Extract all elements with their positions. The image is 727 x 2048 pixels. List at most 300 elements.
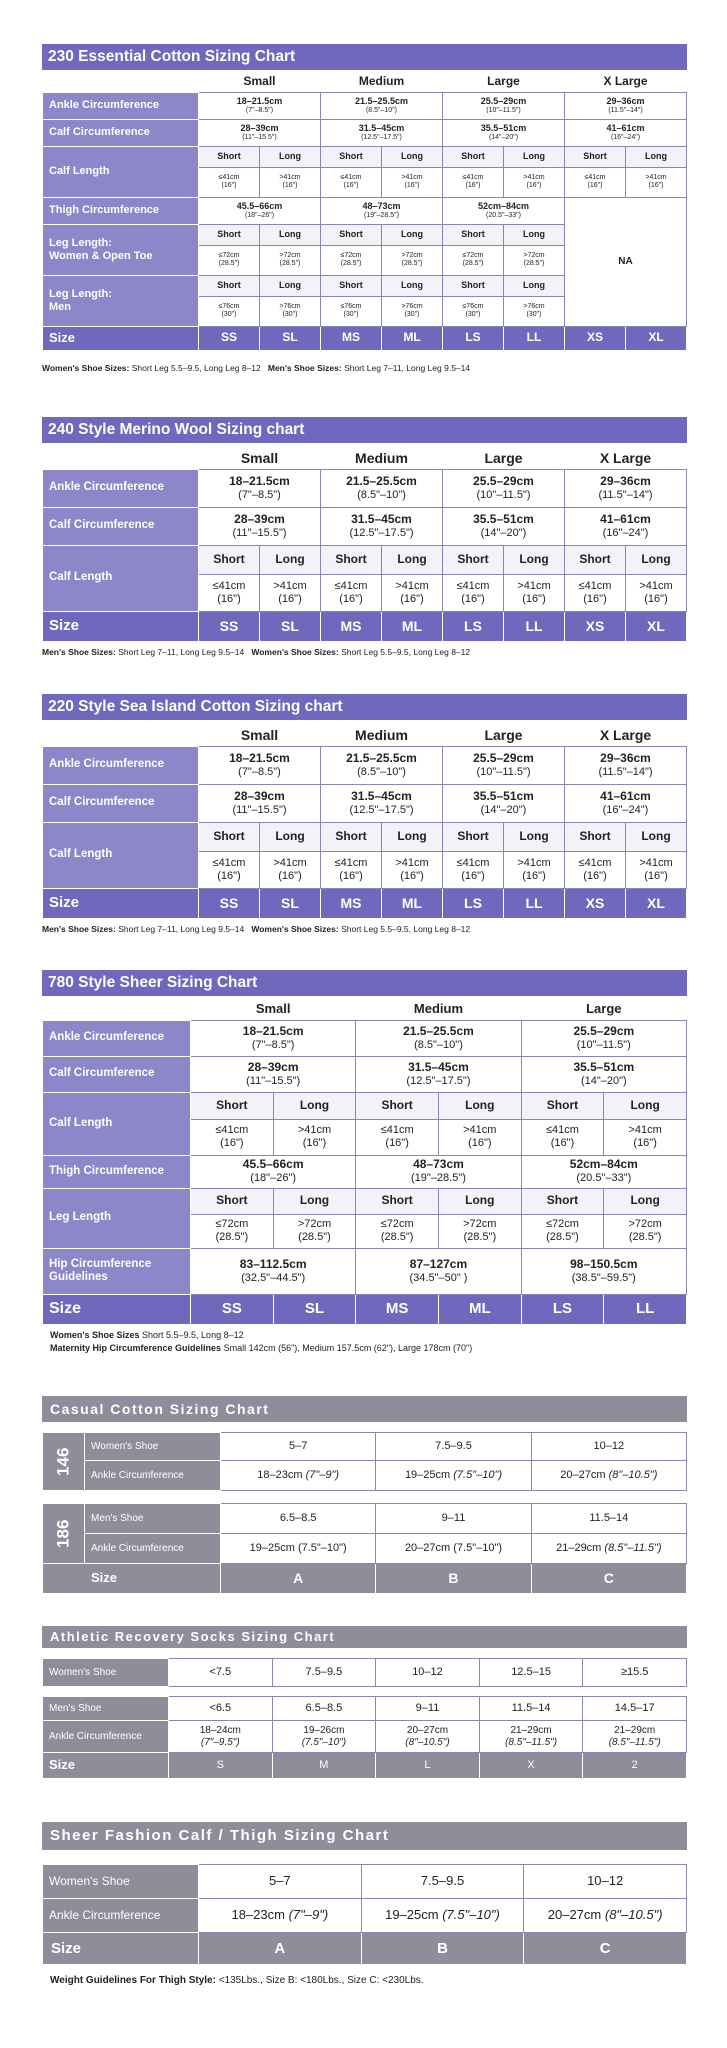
cell-text: ≤72cm: [380, 1218, 414, 1231]
cell-text: 19–25cm: [404, 1469, 451, 1482]
cell-text: 19–26cm: [303, 1725, 345, 1736]
cell-text: 20–27cm: [560, 1469, 606, 1482]
row-label: Calf Circumference: [43, 119, 199, 146]
size-code: MS: [321, 326, 382, 350]
table-cell: [321, 167, 382, 197]
table-cell: [191, 1020, 356, 1056]
table-cell: [531, 1534, 686, 1564]
cell-text: 45.5–66cm: [242, 1157, 304, 1172]
cell-text: 20–27cm: [404, 1542, 451, 1555]
cell-text: 35.5–51cm: [573, 1059, 635, 1074]
cell-text: (8.5"–10"): [357, 765, 406, 778]
cell-text: 35.5–51cm: [473, 511, 534, 526]
group-header: Medium: [358, 73, 405, 88]
cell-text: ≤41cm: [456, 579, 490, 592]
table-cell: [273, 1119, 356, 1155]
cell-text: (16"): [400, 869, 424, 882]
chart-230-table: [42, 72, 687, 351]
cell-text: Short Leg 5.5–9.5, Long Leg 8–12: [341, 646, 471, 657]
size-code: X: [479, 1753, 583, 1779]
table-cell: [521, 1155, 686, 1188]
cell-text: (14"–20"): [480, 803, 527, 816]
cell-text: 35.5–51cm: [473, 788, 534, 803]
cell-text: ≤41cm: [545, 1124, 579, 1137]
cell-text: (28.5"): [401, 260, 423, 267]
table-cell: [356, 1119, 439, 1155]
size-code: C: [524, 1933, 687, 1965]
chart-780: [42, 970, 687, 1353]
cell-text: Small 142cm (56"), Medium 157.5cm (62"), Large 178cm (70"): [223, 1342, 473, 1353]
chart-240: [42, 417, 687, 657]
cell-text: (16"): [468, 1137, 492, 1149]
chart-780-note2: [42, 1343, 687, 1353]
table-cell: [273, 1214, 356, 1248]
table-cell: [260, 296, 321, 326]
table-cell: Short: [199, 822, 260, 851]
table-cell: Short: [321, 822, 382, 851]
cell-text: 87–127cm: [409, 1256, 468, 1271]
cell-text: (16"): [644, 869, 668, 882]
table-cell: [604, 1119, 687, 1155]
sheer-table: [42, 1864, 687, 1965]
cell-text: ≤76cm: [340, 302, 362, 310]
cell-text: 35.5–51cm: [480, 123, 527, 134]
table-cell: [521, 1056, 686, 1092]
size-code: A: [221, 1564, 376, 1594]
table-cell: Women's Shoe: [43, 1659, 169, 1687]
cell-text: (8.5"–11.5"): [505, 1736, 558, 1748]
cell-text: Hip Circumference: [49, 1257, 152, 1270]
table-cell: Long: [438, 1092, 521, 1119]
table-cell: [443, 296, 504, 326]
table-cell: [321, 574, 382, 611]
size-code: C: [531, 1564, 686, 1594]
table-cell: [356, 1056, 521, 1092]
cell-text: (16"): [278, 869, 302, 882]
size-code: SL: [273, 1294, 356, 1324]
table-cell: 7.5–9.5: [272, 1659, 376, 1687]
size-code: LL: [604, 1294, 687, 1324]
cell-text: (10"–11.5"): [486, 106, 521, 114]
table-cell: 6.5–8.5: [221, 1504, 376, 1534]
cell-text: ≤76cm: [218, 302, 240, 310]
table-cell: [382, 296, 443, 326]
sheer-note: [42, 1975, 687, 1986]
cell-text: 25.5–29cm: [573, 1023, 635, 1038]
cell-text: >76cm: [401, 302, 423, 310]
cell-text: >41cm: [273, 579, 307, 592]
cell-text: 83–112.5cm: [239, 1256, 307, 1271]
cell-text: >41cm: [297, 1124, 332, 1137]
table-cell: 10–12: [376, 1659, 480, 1687]
table-cell: [524, 1899, 687, 1933]
cell-text: 41–61cm: [606, 123, 645, 134]
cell-text: (7.5"–10"): [453, 1469, 503, 1482]
cell-text: (12.5"–17.5"): [406, 1074, 471, 1087]
cell-text: (16"): [400, 592, 424, 605]
cell: [199, 92, 321, 119]
cell-text: >72cm: [463, 1218, 497, 1231]
table-cell: [321, 851, 382, 888]
size-code: LL: [504, 888, 565, 918]
table-cell: Short: [443, 545, 504, 574]
cell-text: (7"–9"): [305, 1469, 340, 1482]
table-cell: 5–7: [199, 1865, 362, 1899]
cell-text: (7"–9.5"): [200, 1736, 240, 1748]
cell-text: (7"–8.5"): [245, 106, 274, 114]
table-cell: [443, 197, 565, 224]
table-cell: [382, 245, 443, 275]
table-cell: Short: [565, 146, 626, 167]
table-cell: [382, 167, 443, 197]
table-cell: 10–12: [531, 1433, 686, 1461]
table-cell: [321, 197, 443, 224]
chart-780-table: [42, 999, 687, 1325]
cell-text: (16"): [343, 182, 359, 189]
cell-text: (10"–11.5"): [476, 488, 531, 501]
cell-text: >72cm: [279, 251, 301, 259]
cell-text: ≤72cm: [462, 251, 484, 259]
group-header: Large: [487, 73, 520, 88]
cell-text: (30"): [404, 311, 420, 318]
size-code: 2: [583, 1753, 687, 1779]
cell-text: Women's Shoe Sizes:: [42, 362, 130, 373]
table-cell: [260, 574, 321, 611]
casual-146-table: [42, 1432, 687, 1491]
cell-text: 25.5–29cm: [473, 750, 534, 765]
table-cell: Long: [604, 1188, 687, 1214]
cell-text: ≤41cm: [578, 579, 612, 592]
cell-text: ≤41cm: [212, 579, 246, 592]
cell-text: (30"): [465, 311, 481, 318]
table-cell: [376, 1721, 480, 1753]
cell-text: 28–39cm: [234, 511, 285, 526]
cell-text: >41cm: [401, 173, 423, 181]
cell-text: Women's Shoe Sizes:: [251, 646, 339, 657]
table-cell: [321, 746, 443, 784]
cell-text: (12.5"–17.5"): [349, 526, 414, 539]
table-cell: [199, 507, 321, 545]
size-label: Size: [43, 326, 199, 350]
cell-text: (16"): [385, 1137, 409, 1149]
group-header: Small: [240, 449, 279, 466]
cell-text: ≤41cm: [584, 173, 606, 181]
table-cell: [356, 1020, 521, 1056]
cell-text: (16"): [339, 592, 363, 605]
table-cell: [504, 296, 565, 326]
table-cell: [221, 1534, 376, 1564]
size-code: LS: [443, 326, 504, 350]
table-cell: Short: [321, 146, 382, 167]
table-cell: 5–7: [221, 1433, 376, 1461]
table-cell: Long: [260, 224, 321, 245]
size-code: MS: [321, 611, 382, 641]
table-cell: [504, 851, 565, 888]
cell-text: 25.5–29cm: [480, 96, 527, 107]
row-label: Calf Circumference: [43, 1056, 191, 1092]
cell-text: >41cm: [273, 856, 307, 869]
size-code: L: [376, 1753, 480, 1779]
cell-text: (19"–28.5"): [364, 211, 399, 219]
table-cell: [221, 1461, 376, 1491]
table-cell: 6.5–8.5: [272, 1697, 376, 1721]
group-header: Small: [243, 73, 276, 88]
table-cell: [583, 1721, 687, 1753]
cell-text: 25.5–29cm: [473, 473, 534, 488]
chart-780-note: [42, 1330, 687, 1340]
cell-text: (16"): [526, 182, 542, 189]
table-cell: [199, 1899, 362, 1933]
size-code: SS: [199, 611, 260, 641]
cell-text: 18–21.5cm: [242, 1023, 304, 1038]
cell-text: Weight Guidelines For Thigh Style:: [50, 1975, 216, 1986]
cell-text: Leg Length:: [49, 287, 112, 300]
cell-text: Guidelines: [49, 1271, 108, 1283]
cell-text: >41cm: [628, 1124, 662, 1137]
table-cell: Long: [504, 545, 565, 574]
cell-text: Short Leg 7–11, Long Leg 9.5–14: [118, 923, 245, 934]
cell-text: (28.5"): [523, 260, 545, 267]
cell-text: Short Leg 7–11, Long Leg 9.5–14: [344, 362, 471, 373]
row-label: Ankle Circumference: [43, 1020, 191, 1056]
chart-230-note: [42, 363, 687, 373]
cell-text: >72cm: [297, 1218, 332, 1231]
cell-text: >41cm: [517, 579, 551, 592]
size-code: SL: [260, 888, 321, 918]
size-code: ML: [382, 611, 443, 641]
table-cell: [191, 1214, 274, 1248]
chart-240-table: [42, 447, 687, 642]
table-cell: Long: [260, 146, 321, 167]
cell-text: (16"): [404, 182, 420, 189]
row-label: Calf Length: [43, 1092, 191, 1155]
cell-text: >41cm: [463, 1124, 497, 1137]
table-cell: Short: [199, 275, 260, 296]
size-code: S: [169, 1753, 273, 1779]
table-cell: [443, 469, 565, 507]
row-label: [43, 224, 199, 275]
table-cell: Ankle Circumference: [85, 1534, 221, 1564]
cell-text: (34.5"–50" ): [409, 1271, 468, 1284]
size-code: ML: [438, 1294, 521, 1324]
table-cell: ≥15.5: [583, 1659, 687, 1687]
table-cell: Short: [443, 822, 504, 851]
cell-text: ≤41cm: [340, 173, 362, 181]
cell-text: 31.5–45cm: [351, 788, 412, 803]
chart-athletic: [42, 1626, 687, 1779]
table-cell: Long: [504, 224, 565, 245]
table-cell: [43, 999, 191, 1020]
table-cell: [521, 1119, 604, 1155]
cell-text: 48–73cm: [413, 1157, 464, 1172]
cell-text: (7.5"–10"): [453, 1542, 503, 1555]
table-cell: Short: [443, 224, 504, 245]
table-cell: [626, 167, 687, 197]
table-cell: [356, 1214, 439, 1248]
size-code: XL: [626, 888, 687, 918]
table-cell: Short: [321, 545, 382, 574]
casual-186-table: [42, 1503, 687, 1594]
table-cell: Short: [521, 1188, 604, 1214]
cell-text: 41–61cm: [600, 788, 651, 803]
cell-text: (28.5"): [462, 260, 484, 267]
table-cell: [199, 784, 321, 822]
group-header: Small: [240, 726, 279, 743]
table-cell: [504, 574, 565, 611]
table-cell: [199, 245, 260, 275]
cell-text: (11"–15.5"): [232, 803, 287, 816]
style-code: [43, 1504, 85, 1564]
table-cell: [376, 1534, 531, 1564]
cell-text: (10"–11.5"): [576, 1038, 631, 1051]
size-code: SL: [260, 611, 321, 641]
cell-text: (8.5"–11.5"): [608, 1736, 661, 1748]
table-cell: 9–11: [376, 1697, 480, 1721]
table-cell: Long: [504, 822, 565, 851]
table-cell: [443, 245, 504, 275]
cell-text: 19–25cm: [249, 1542, 295, 1555]
table-cell: [382, 574, 443, 611]
table-cell: Long: [382, 146, 443, 167]
cell-text: (16"): [522, 592, 546, 605]
cell-text: Short Leg 5.5–9.5, Long Leg 8–12: [341, 923, 471, 934]
cell-text: (30"): [282, 311, 298, 318]
cell-text: ≤41cm: [334, 856, 368, 869]
table-cell: Women's Shoe: [85, 1433, 221, 1461]
cell: [199, 119, 321, 146]
table-cell: [321, 469, 443, 507]
table-cell: [443, 851, 504, 888]
cell-text: (16"): [587, 182, 603, 189]
cell-text: 48–73cm: [362, 201, 401, 212]
group-header: Large: [484, 449, 523, 466]
table-cell: [321, 296, 382, 326]
table-cell: Long: [626, 545, 687, 574]
cell: [321, 119, 443, 146]
size-code: LS: [443, 611, 504, 641]
cell-text: (16"–24"): [610, 133, 641, 141]
cell-text: (28.5"): [218, 260, 240, 267]
chart-220-table: [42, 724, 687, 919]
table-cell: Long: [438, 1188, 521, 1214]
table-cell: [443, 746, 565, 784]
table-cell: Long: [604, 1092, 687, 1119]
cell-text: (16"): [220, 1137, 244, 1149]
cell-text: (28.5"): [279, 260, 301, 267]
size-code: LL: [504, 611, 565, 641]
cell-text: 21.5–25.5cm: [354, 96, 409, 107]
chart-240-note: [42, 647, 687, 657]
table-cell: Long: [382, 275, 443, 296]
table-cell: 9–11: [376, 1504, 531, 1534]
cell-text: (7"–8.5"): [238, 488, 281, 501]
cell-text: (8.5"–10"): [357, 488, 406, 501]
cell-text: 31.5–45cm: [408, 1059, 469, 1074]
table-cell: [260, 851, 321, 888]
cell-text: 98–150.5cm: [570, 1256, 638, 1271]
table-cell: <7.5: [169, 1659, 273, 1687]
size-code: XS: [565, 326, 626, 350]
athletic-table: [42, 1658, 687, 1779]
cell-text: 29–36cm: [606, 96, 645, 107]
table-cell: [321, 784, 443, 822]
cell-text: (16"): [583, 592, 607, 605]
size-code: MS: [356, 1294, 439, 1324]
cell-text: 146: [53, 1447, 73, 1476]
table-cell: [382, 851, 443, 888]
cell-text: (7"–8.5"): [251, 1038, 295, 1051]
cell-text: >41cm: [523, 173, 545, 181]
cell-text: Men's Shoe Sizes:: [42, 646, 116, 657]
cell-text: (11.5"–14"): [598, 765, 653, 778]
table-cell: [443, 574, 504, 611]
cell-text: 29–36cm: [600, 473, 651, 488]
table-cell: [321, 507, 443, 545]
cell-text: (28.5"): [215, 1231, 249, 1243]
cell-text: (18"–26"): [244, 211, 275, 219]
cell-text: (8.5"–10"): [414, 1038, 463, 1051]
table-cell: Long: [382, 545, 443, 574]
row-label: [43, 1248, 191, 1294]
table-cell: [191, 1155, 356, 1188]
cell-text: 21.5–25.5cm: [346, 750, 417, 765]
cell-text: >41cm: [517, 856, 551, 869]
size-label: Size: [43, 611, 199, 641]
cell-text: 18–21.5cm: [229, 750, 290, 765]
table-cell: [199, 574, 260, 611]
cell-text: 52cm–84cm: [477, 201, 530, 212]
cell-text: (16"): [633, 1137, 657, 1149]
table-cell: [521, 1248, 686, 1294]
table-cell: [565, 469, 687, 507]
cell-text: 45.5–66cm: [236, 201, 283, 212]
table-cell: 14.5–17: [583, 1697, 687, 1721]
group-header: X Large: [599, 449, 652, 466]
row-label: Calf Length: [43, 822, 199, 888]
size-code: SS: [191, 1294, 274, 1324]
cell-text: 28–39cm: [234, 788, 285, 803]
cell-text: (14"–20"): [480, 526, 527, 539]
size-code: LS: [443, 888, 504, 918]
cell-text: (10"–11.5"): [476, 765, 531, 778]
table-cell: [199, 851, 260, 888]
table-cell: Short: [191, 1092, 274, 1119]
table-cell: Short: [199, 545, 260, 574]
cell-text: Leg Length:: [49, 236, 112, 249]
group-header: X Large: [599, 726, 652, 743]
table-cell: 7.5–9.5: [376, 1433, 531, 1461]
table-cell: Ankle Circumference: [43, 1721, 169, 1753]
cell-text: (28.5"): [546, 1231, 579, 1243]
table-cell: [199, 296, 260, 326]
cell-text: (8.5"–11.5"): [604, 1542, 662, 1555]
chart-230: [42, 44, 687, 373]
size-code: M: [272, 1753, 376, 1779]
cell-text: (14"–20"): [488, 133, 519, 141]
cell-text: (8"–10.5"): [604, 1907, 663, 1923]
cell-text: (16"): [302, 1137, 327, 1149]
cell-text: 21–29cm: [510, 1725, 552, 1736]
table-cell: [521, 1020, 686, 1056]
size-code: XS: [565, 888, 626, 918]
table-cell: [191, 1056, 356, 1092]
table-cell: [43, 724, 199, 746]
size-label: Size: [43, 888, 199, 918]
cell-text: >76cm: [523, 302, 545, 310]
table-cell: 10–12: [524, 1865, 687, 1899]
cell-text: (16"): [522, 869, 546, 882]
cell-text: 21–29cm: [614, 1725, 656, 1736]
